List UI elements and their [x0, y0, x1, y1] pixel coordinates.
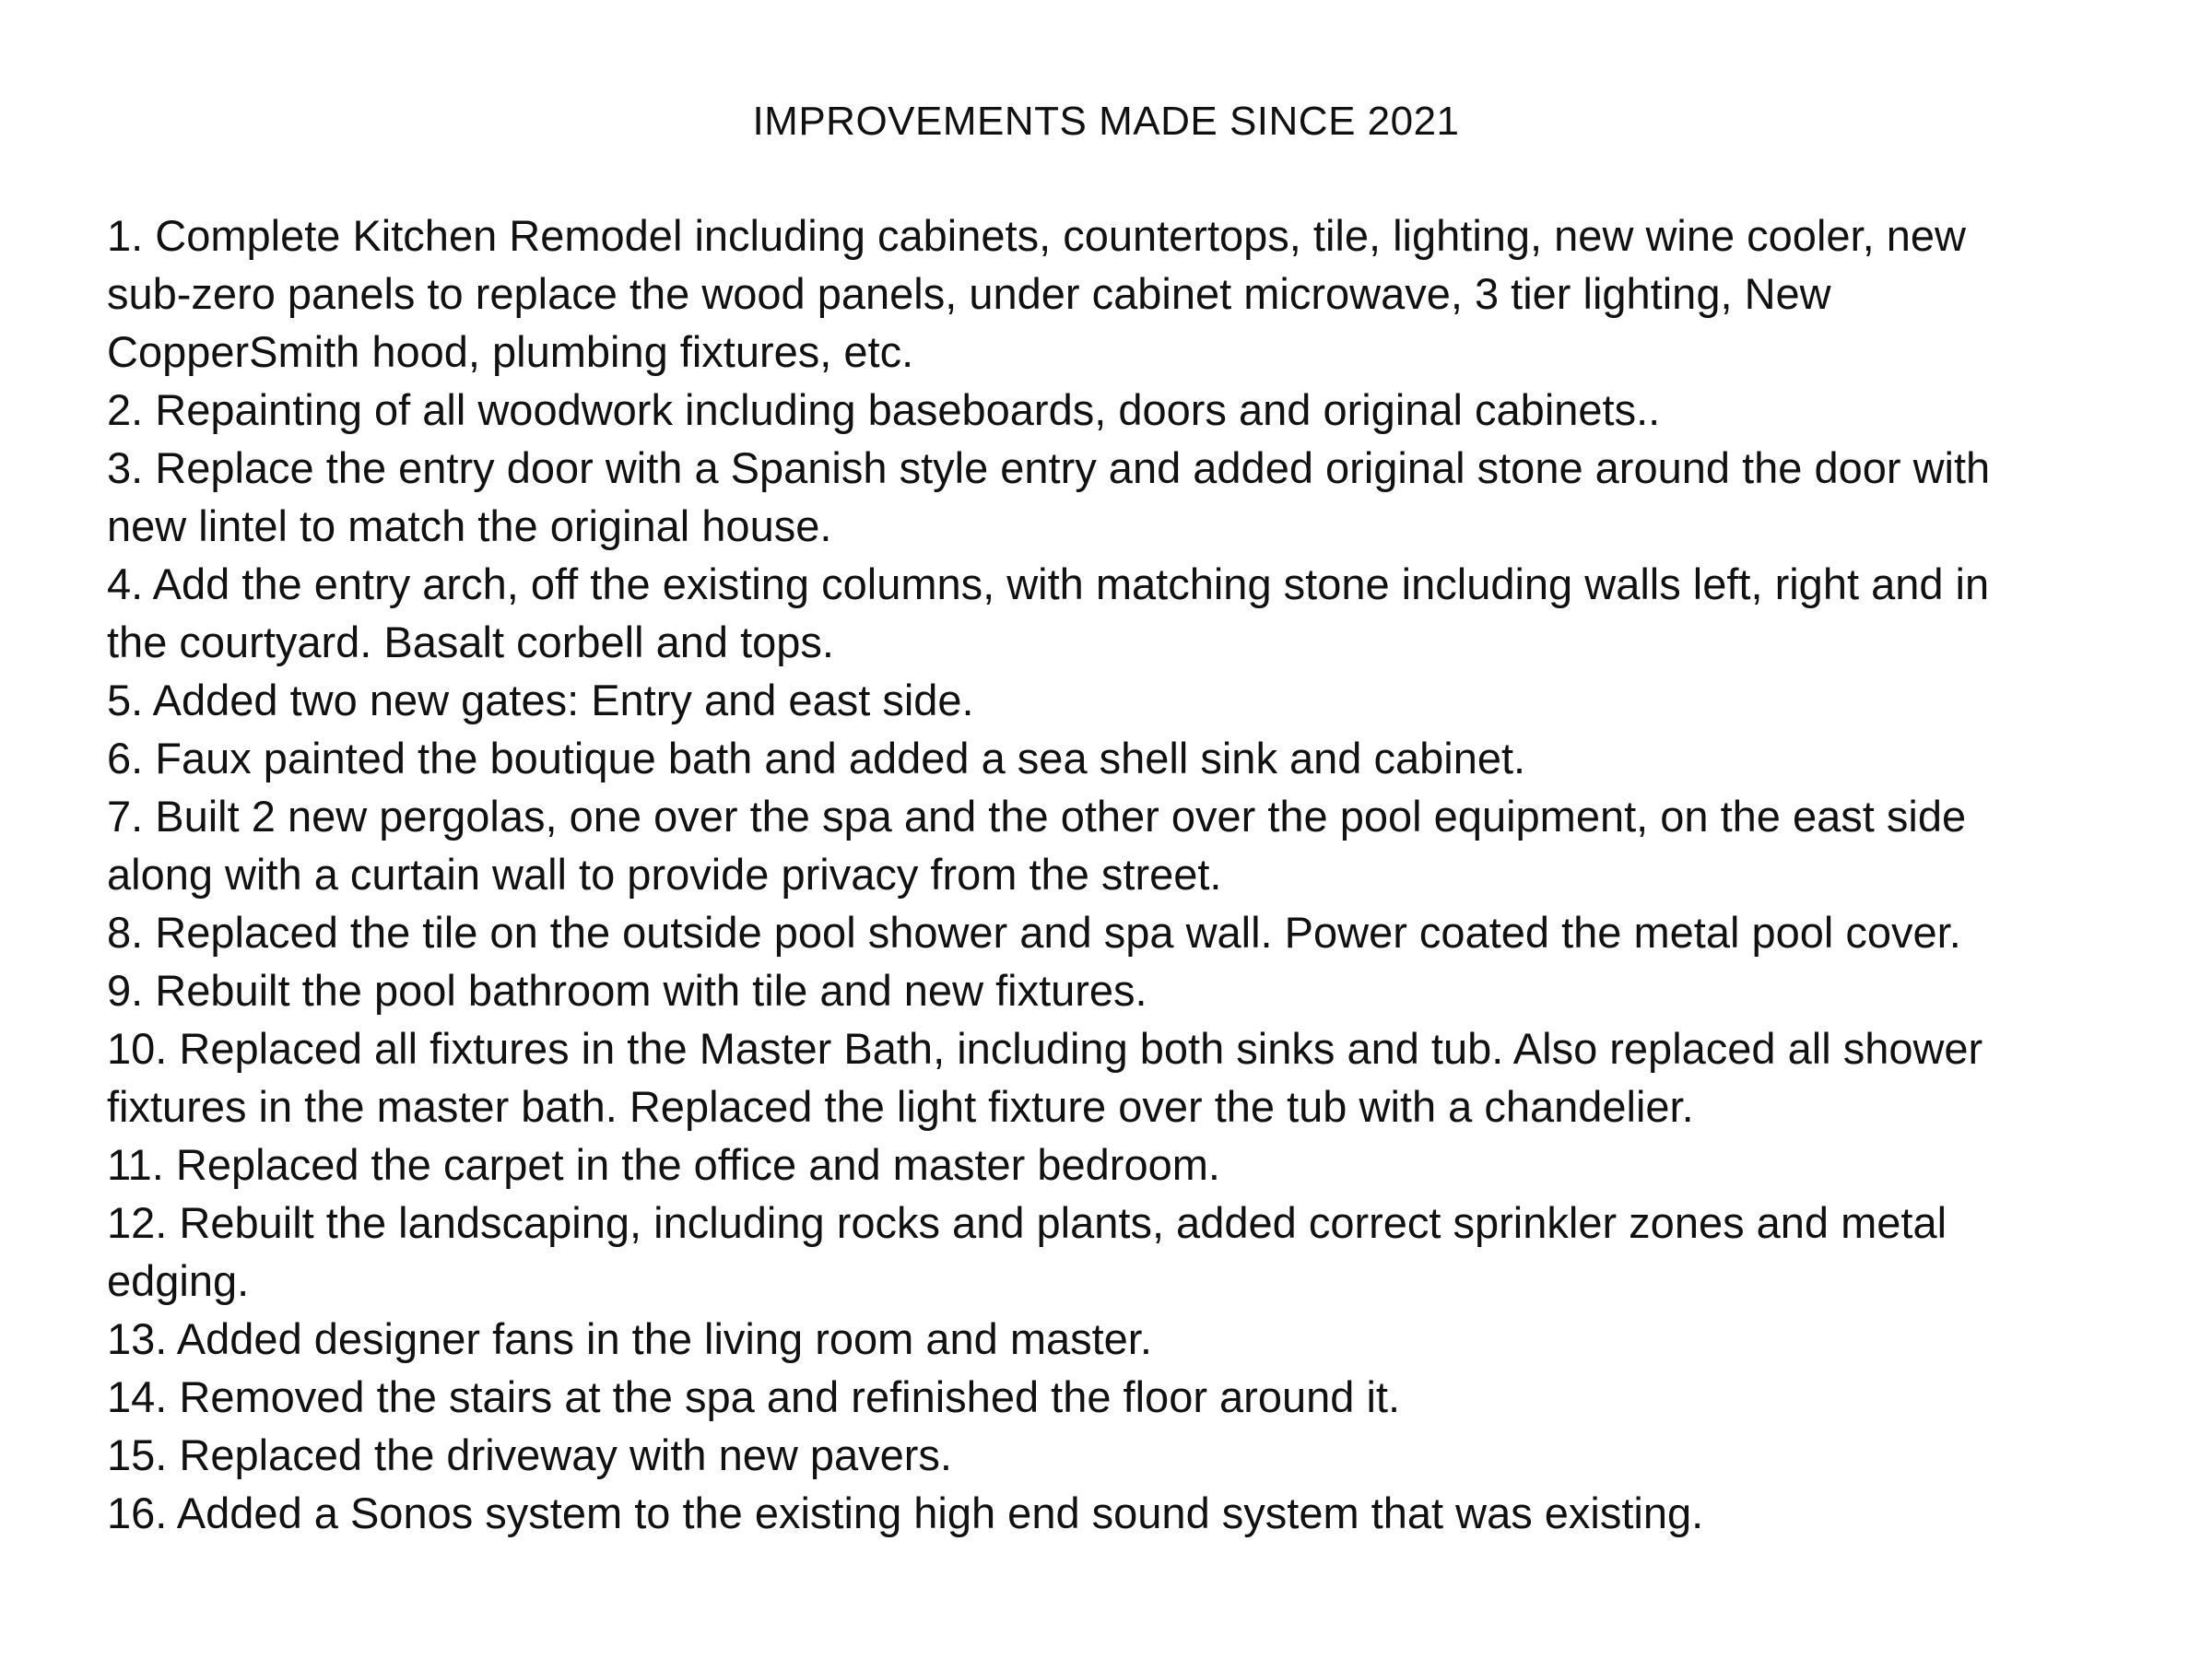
list-item: 12. Rebuilt the landscaping, including rocks and plants, added correct sprinkler zones and metal edging. [107, 1198, 1947, 1305]
list-item: 9. Rebuilt the pool bathroom with tile and new fixtures. [107, 966, 1147, 1015]
list-item: 14. Removed the stairs at the spa and refinished the floor around it. [107, 1372, 1401, 1421]
list-item: 16. Added a Sonos system to the existing high end sound system that was existing. [107, 1488, 1704, 1537]
list-item: 8. Replaced the tile on the outside pool shower and spa wall. Power coated the metal pool cover. [107, 908, 1961, 957]
list-item: 11. Replaced the carpet in the office and master bedroom. [107, 1140, 1220, 1189]
list-item: 3. Replace the entry door with a Spanish style entry and added original stone around the door with new lintel to match the original house. [107, 443, 1991, 550]
list-item: 6. Faux painted the boutique bath and added a sea shell sink and cabinet. [107, 734, 1526, 782]
list-item: 4. Add the entry arch, off the existing columns, with matching stone including walls left, right and in the courtyard. Basalt corbell and tops. [107, 559, 1990, 666]
document-title: IMPROVEMENTS MADE SINCE 2021 [752, 99, 1460, 144]
list-item: 7. Built 2 new pergolas, one over the spa and the other over the pool equipment, on the east side along with a curtain wall to provide privacy from the street. [107, 792, 1967, 899]
list-item: 13. Added designer fans in the living room and master. [107, 1314, 1152, 1363]
improvements-list [107, 206, 2135, 1542]
list-item: 1. Complete Kitchen Remodel including cabinets, countertops, tile, lighting, new wine cooler, new sub-zero panels to replace the wood panels, under cabinet microwave, 3 tier lighting, New CopperSmith hood, plumbing fixtures, etc. [107, 211, 1966, 376]
list-item: 15. Replaced the driveway with new pavers. [107, 1430, 952, 1479]
list-item: 10. Replaced all fixtures in the Master Bath, including both sinks and tub. Also replaced all shower fixtures in the master bath. Replaced the light fixture over the tub with a chandelier. [107, 1024, 1983, 1131]
list-item: 2. Repainting of all woodwork including baseboards, doors and original cabinets.. [107, 385, 1661, 434]
list-item: 5. Added two new gates: Entry and east side. [107, 676, 974, 724]
